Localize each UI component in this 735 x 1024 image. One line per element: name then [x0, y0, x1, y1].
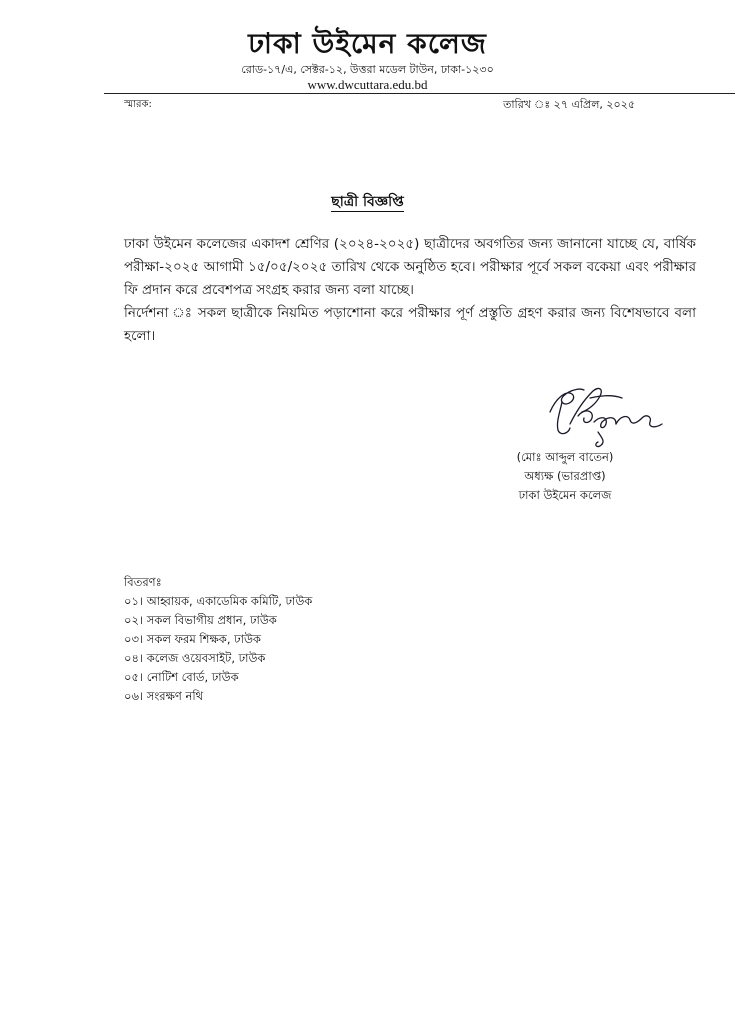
signatory-name: (মোঃ আব্দুল বাতেন): [516, 450, 614, 464]
list-item: ০৬। সংরক্ষণ নথি: [124, 689, 204, 703]
list-item: ০৪। কলেজ ওয়েবসাইট, ঢাউক: [124, 651, 266, 665]
notice-title-text: ছাত্রী বিজ্ঞপ্তি: [331, 194, 404, 210]
instruction-paragraph: নির্দেশনা ঃ সকল ছাত্রীকে নিয়মিত পড়াশোনা করে পরীক্ষার পূর্ণ প্রস্তুতি গ্রহণ করার জন্য বিশেষভাবে বলা হলো।: [124, 305, 696, 344]
college-address: রোড-১৭/এ, সেক্টর-১২, উত্তরা মডেল টাউন, ঢাকা-১২৩০: [241, 63, 494, 76]
college-name: ঢাকা উইমেন কলেজ: [248, 27, 487, 60]
handwritten-signature: [542, 372, 668, 452]
notice-paragraph: ঢাকা উইমেন কলেজের একাদশ শ্রেণির (২০২৪-২০২৫) ছাত্রীদের অবগতির জন্য জানানো যাচ্ছে যে, বার্ষিক পরীক্ষা-২০২৫ আগামী ১৫/০৫/২০২৫ তারিখ থেকে অনুষ্ঠিত হবে। পরীক্ষার পূর্বে সকল বকেয়া এবং পরীক্ষার ফি প্রদান করে প্রবেশপত্র সংগ্রহ করার জন্য বলা যাচ্ছে।: [124, 236, 696, 298]
distribution-heading: বিতরণঃ: [124, 575, 162, 589]
list-item: ০২। সকল বিভাগীয় প্রধান, ঢাউক: [124, 613, 277, 627]
notice-date: তারিখ ঃ ২৭ এপ্রিল, ২০২৫: [503, 98, 635, 111]
college-website: www.dwcuttara.edu.bd: [307, 77, 428, 92]
signatory-block: [505, 448, 625, 505]
signatory-institution: ঢাকা উইমেন কলেজ: [518, 488, 612, 502]
notice-title: [0, 190, 735, 214]
notice-body: [124, 233, 696, 348]
list-item: ০১। আহ্বায়ক, একাডেমিক কমিটি, ঢাউক: [124, 594, 313, 608]
memo-label: স্মারক:: [124, 99, 152, 110]
signatory-designation: অধ্যক্ষ (ভারপ্রাপ্ত): [524, 469, 606, 483]
list-item: ০৩। সকল ফরম শিক্ষক, ঢাউক: [124, 632, 261, 646]
header-divider: [104, 93, 735, 94]
list-item: ০৫। নোটিশ বোর্ড, ঢাউক: [124, 670, 239, 684]
distribution-list: [124, 573, 312, 706]
